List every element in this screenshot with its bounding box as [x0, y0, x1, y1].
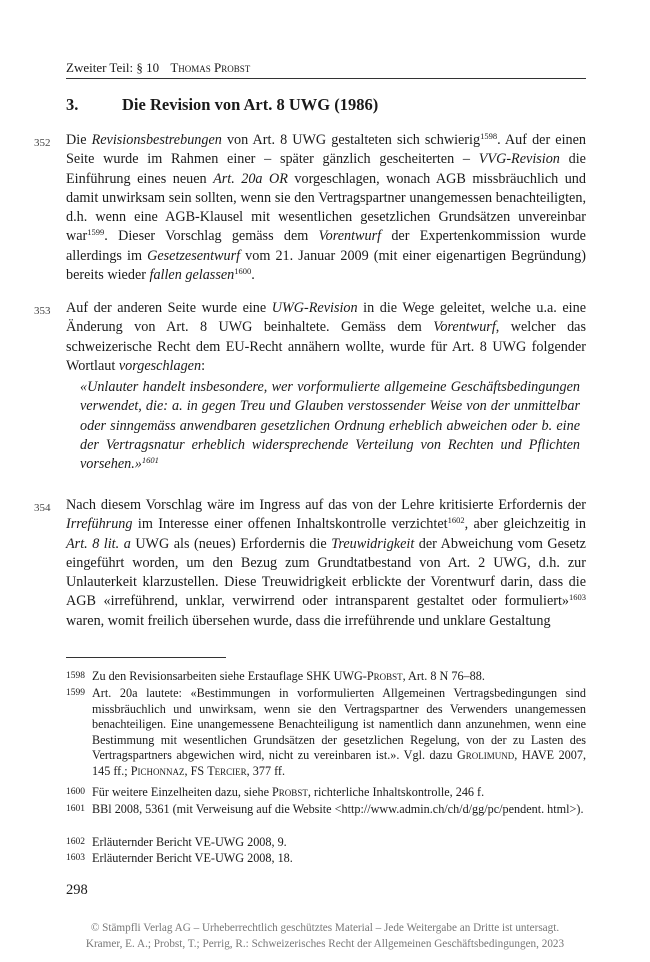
margin-number: 353 — [34, 305, 51, 317]
paragraph-352: Die Revisionsbestrebungen von Art. 8 UWG gestalteten sich schwierig$^{1598}$. Auf der einen Seite wurde im Rahmen einer – später gänzlich gescheiterten – VVG-Revision die Einführung eines neuen Art. 20a OR vorgeschlagen, wonach AGB missbräuchlich und damit unwirksam sein sollten, wenn sie den Vertragspartner unangemessen benachteiligten, d.h. wenn eine AGB-Klausel mit wesentlichen gesetzlichen Grundsätzen unvereinbar war$^{1599}$. Dieser Vorschlag gemäss dem Vorentwurf der Expertenkommission wurde allerdings im Gesetzesentwurf vom 21. Januar 2009 (mit einer eigenartigen Begründung) bereits wieder fallen gelassen$^{1600}$. — [66, 131, 586, 284]
page-number: 298 — [66, 882, 88, 898]
footnote-1601: 1601 BBl 2008, 5361 (mit Verweisung auf die Website <http://www.admin.ch/ch/d/gg/pc/pendent. html>). — [66, 802, 584, 816]
section-number: 3. — [66, 95, 79, 114]
header-part: Zweiter Teil: § 10 — [66, 60, 160, 75]
footnote-ref[interactable]: 1602 — [447, 515, 465, 526]
footnote-ref[interactable]: 1598 — [480, 131, 498, 141]
footnote-ref[interactable]: 1603 — [569, 592, 586, 603]
footnote-divider — [66, 657, 226, 658]
section-heading — [66, 95, 378, 115]
footer-line-2: Kramer, E. A.; Probst, T.; Perrig, R.: Schweizerisches Recht der Allgemeinen Geschäftsbedingungen, 2023 — [85, 938, 565, 950]
running-header — [66, 60, 586, 79]
footnote-1599: 1599 Art. 20a lautete: «Bestimmungen in vorformulierten Allgemeinen Vertragsbedingungen sind missbräuchlich und unwirksam, wenn sie den Vertragspartner des Verwenders unangemessen benachteiligen. Eine unangemessene Benachteiligung ist namentlich dann anzunehmen, wenn eine Bestimmung mit wesentlichen Grundsätzen der gesetzlichen Regelung, von der zu Lasten des Vertragspartners abgewichen wird, nicht zu vereinbaren ist.». Vgl. dazu Grolimund, HAVE 2007, 145 ff.; Pichonnaz, FS Tercier, 377 ff. — [66, 686, 587, 778]
header-author: Thomas Probst — [170, 60, 251, 75]
footnote-1598: 1598 Zu den Revisionsarbeiten siehe Erstauflage SHK UWG-Probst, Art. 8 N 76–88. — [66, 669, 485, 683]
footnote-1602: 1602 Erläuternder Bericht VE-UWG 2008, 9. — [66, 835, 287, 849]
footnote-ref[interactable]: 1600 — [234, 266, 252, 277]
section-title: Die Revision von Art. 8 UWG (1986) — [122, 95, 379, 114]
block-quote: «Unlauter handelt insbesondere, wer vorformulierte allgemeine Geschäftsbedingungen verwendet, die: a. in gegen Treu und Glauben verstossender Weise von der unmittelbar oder sinngemäss anwendbaren gesetzlichen Ordnung erheblich abweichen oder b. eine der Vertragsnatur erheblich widersprechende Verteilung von Rechten und Pflichten vorsehen.»$^{1601}$ — [80, 379, 580, 473]
footnote-1600: 1600 Für weitere Einzelheiten dazu, siehe Probst, richterliche Inhaltskontrolle, 246 f. — [66, 785, 485, 799]
margin-number: 352 — [34, 137, 51, 149]
margin-number: 354 — [34, 502, 51, 514]
footnote-ref[interactable]: 1599 — [87, 227, 105, 238]
copyright-footer — [0, 920, 650, 952]
paragraph-353: Auf der anderen Seite wurde eine UWG-Revision in die Wege geleitet, welche u.a. eine Änderung von Art. 8 UWG beinhaltete. Gemäss dem Vorentwurf, welcher das schweizerische Recht dem EU-Recht annähern wollte, wurde für Art. 8 UWG folgender Wortlaut vorgeschlagen: — [66, 300, 586, 374]
footnote-1603: 1603 Erläuternder Bericht VE-UWG 2008, 18. — [66, 851, 293, 865]
footer-line-1: © Stämpfli Verlag AG – Urheberrechtlich geschütztes Material – Jede Weitergabe an Dritte ist untersagt. — [90, 922, 560, 934]
paragraph-354: Nach diesem Vorschlag wäre im Ingress auf das von der Lehre kritisierte Erfordernis der Irreführung im Interesse einer offenen Inhaltskontrolle verzichtet$^{1602}$, aber gleichzeitig in Art. 8 lit. a UWG als (neues) Erfordernis die Treuwidrigkeit der Abweichung vom Gesetz eingeführt worden, um den Bezug zum Grundtatbestand von Art. 2 UWG, d.h. zur Unlauterkeit klarzustellen. Diese Treuwidrigkeit erblickte der Vorentwurf darin, dass die AGB «irreführend, unklar, verwirrend oder intransparent gestaltet oder formuliert»$^{1603}$ waren, womit freilich übersehen wurde, dass die irreführende und unklare Gestaltung — [66, 497, 586, 629]
footnote-ref[interactable]: 1601 — [141, 455, 159, 466]
